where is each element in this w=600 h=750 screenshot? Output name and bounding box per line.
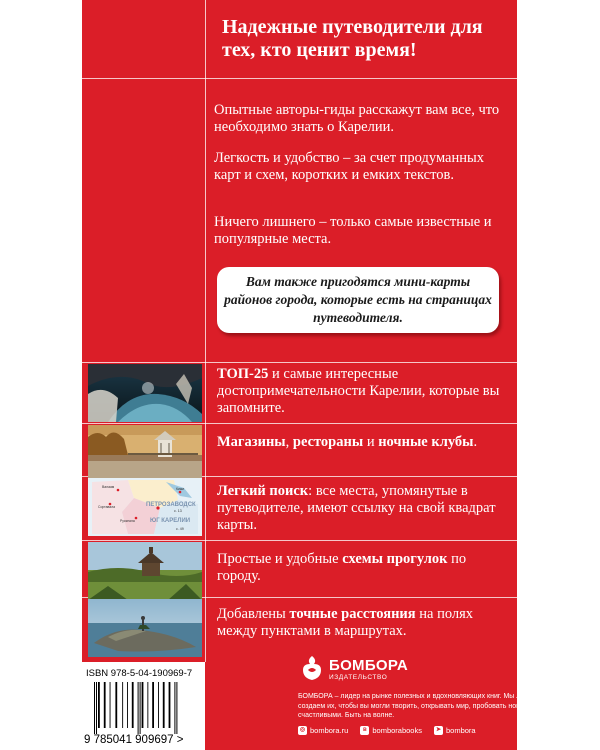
telegram-icon: ➤ [435,727,441,733]
feature-pre: Добавлены [217,606,290,622]
feature-sep: . [473,434,478,450]
divider-line [82,362,517,363]
barcode-bar [127,682,128,728]
social-telegram-label: bombora [445,726,476,735]
callout-box [217,267,499,333]
barcode-bar [176,682,177,734]
feature-bold: Магазины [217,434,286,450]
barcode-bar [104,682,106,728]
intro-paragraph: Легкость и удобство – за счет продуманных карт и схем, коротких и емких текстов. [214,150,484,183]
barcode-bar [140,682,141,734]
social-site[interactable] [298,726,348,735]
barcode-bar [174,682,175,734]
isbn-label: ISBN 978-5-04-190969-7 [86,668,193,679]
map-label: с. 49 [176,527,184,531]
feature-pre: Простые и удобные [217,551,343,567]
map-label: с. 13 [174,509,182,513]
publisher-logo [299,654,429,688]
feature-sep: , [285,434,293,450]
waterfront-pavilion-photo [88,425,202,483]
social-vk[interactable] [360,726,422,735]
social-telegram[interactable] [434,726,476,735]
barcode [92,682,200,734]
barcode-bar [96,682,97,734]
intro-paragraph: Ничего лишнего – только самые известные и популярные места. [214,214,492,247]
divider-line [82,78,517,79]
feature-bold: рестораны [292,434,364,450]
map-label: ЮГ КАРЕЛИИ [150,518,191,524]
back-cover [82,0,571,750]
marble-canyon-cave-photo [88,364,202,422]
feature-text-top25 [217,366,512,417]
bombora-logo-icon [299,654,325,684]
feature-text-distances [217,606,512,640]
barcode-bar [122,682,123,728]
feature-sep: и [363,434,379,450]
feature-bold: ночные клубы [378,434,474,450]
barcode-bar [142,682,144,728]
barcode-bar [152,682,154,728]
social-links [298,726,476,735]
headline: Надежные путеводители для тех, кто ценит время! [222,16,483,61]
barcode-bar [138,682,139,734]
intro-paragraph: Опытные авторы-гиды расскажут вам все, что необходимо знать о Карелии. [214,102,500,135]
feature-text-search [217,483,512,534]
vk-icon: в [360,726,369,735]
barcode-bar [169,682,171,728]
feature-bold: точные расстояния [289,606,416,622]
vertical-rule-features [205,362,206,662]
callout-text: Вам также пригодятся мини-карты районов города, которые есть на страницах путеводителя. [224,274,492,325]
divider-line [82,540,517,541]
feature-text-shops [217,434,512,451]
social-site-label: bombora.ru [310,726,349,735]
isbn-barcode-box [82,662,205,750]
barcode-bar [98,682,100,728]
map-label: ПЕТРОЗАВОДСК [146,502,196,508]
publisher-description: БОМБОРА – лидер на рынке полезных и вдохновляющих книг. Мы любим книги и создаем их, чтобы вы могли творить, открывать мир, пробовать новое, расти. Быть счастливыми. Быть на волне. [298,693,571,719]
globe-icon: ◎ [299,727,306,733]
vertical-rule-top [205,0,206,78]
barcode-bar [115,682,117,728]
feature-rest: : все места, упомянутые в путеводителе, имеют ссылку на свой квадрат карты. [217,483,496,533]
feature-bold: ТОП-25 [217,366,269,382]
publisher-name: БОМБОРА [329,657,409,674]
feature-rest: и самые интересные достопримечательности Карелии, которые вы запомните. [217,366,500,416]
feature-rest: по городу. [217,551,467,584]
barcode-bar [147,682,148,728]
barcode-bar [110,682,111,728]
social-vk-label: bomborabooks [372,726,422,735]
feature-rest: на полях между пунктами в маршрутах. [217,606,474,639]
barcode-bar [94,682,95,734]
map-label: Рускеала [120,519,135,523]
vertical-rule-text [205,78,206,362]
barcode-bar [132,682,134,728]
wooden-church-photo [88,542,202,600]
map-label: Кижи [176,487,185,491]
rocky-island-photo [88,599,202,657]
map-label: Сортавала [98,505,116,509]
feature-text-walks [217,551,512,585]
barcode-bar [158,682,159,728]
barcode-bar [163,682,165,728]
feature-bold: схемы прогулок [342,551,448,567]
isbn-digits: 9 785041 909697 > [84,734,184,746]
map-label: Валаам [102,485,115,489]
publisher-subtitle: ИЗДАТЕЛЬСТВО [329,674,388,681]
divider-line [82,423,517,424]
karelia-map-thumbnail [88,478,202,536]
feature-bold: Легкий поиск [217,483,309,499]
